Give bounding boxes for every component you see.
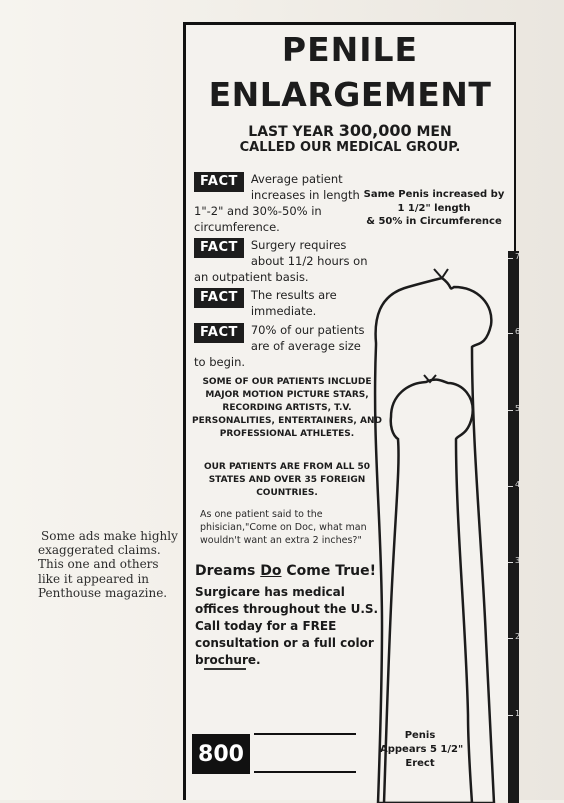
ruler-tick-label: 4 [515,480,521,489]
fact-text: The results are immediate. [250,288,337,318]
ruler-tick-mark [508,638,513,639]
ruler-tick-mark [508,333,513,334]
note-line: Erect [405,758,435,769]
sub-number: 300,000 [338,121,412,140]
phone-prefix-box [192,734,250,774]
caption-line: Penthouse magazine. [38,585,168,600]
sub-pre: LAST YEAR [248,124,339,140]
bottom-note [380,729,464,771]
patients-block-1: SOME OF OUR PATIENTS INCLUDE MAJOR MOTION PICTURE STARS, RECORDING ARTISTS, T.V. PERSONALITIES, ENTERTAINERS, AND PROFESSIONAL ATHLETES. [192,377,382,439]
dreams-tagline [195,563,376,579]
ruler-tick-mark [508,258,513,259]
side-caption [38,529,188,600]
dreams-pre: Dreams [195,563,261,579]
large-tip [434,269,448,278]
ruler-tick-label: 3 [515,556,521,565]
ruler-tick-label: 6 [515,327,521,336]
fact-text: Surgery requires about 11/2 hours on an outpatient basis. [194,238,368,284]
headline-line-2: ENLARGEMENT [208,75,492,114]
large-outline [375,278,494,803]
note-line: Same Penis increased by [363,189,505,200]
phone-line-top [254,733,356,735]
surgicare-text: Surgicare has medical offices throughout the U.S. Call today for a FREE consultation or a full color brochure. [195,585,379,667]
sub-post: MEN [411,124,452,140]
caption-line: exaggerated claims. [38,543,161,558]
patient-quote: As one patient said to the phisician,"Come on Doc, what man wouldn't want an extra 2 inches?" [200,509,367,546]
subheadline-line-2: CALLED OUR MEDICAL GROUP. [239,140,461,155]
fact-item [194,287,369,319]
fact-badge: FACT [194,323,244,343]
note-line: 1 1/2" length [397,202,471,214]
fact-item [194,171,369,235]
fact-badge: FACT [194,172,244,192]
fact-text: Average patient increases in length 1"-2" and 30%-50% in circumference. [194,172,360,234]
ruler-tick-mark [508,410,513,411]
fact-item [194,322,369,370]
fact-badge: FACT [194,238,244,258]
ruler-tick-mark [508,715,513,716]
ruler-tick-label: 1 [515,709,521,718]
divider [204,668,246,670]
patients-block-2: OUR PATIENTS ARE FROM ALL 50 STATES AND OVER 35 FOREIGN COUNTRIES. [203,462,371,498]
dreams-post: Come True! [281,563,377,579]
ruler-tick-mark [508,486,513,487]
note-line: Appears 5 1/2" [380,744,464,755]
illustration-note [354,188,514,229]
caption-line: like it appeared in [38,571,150,586]
dreams-do: Do [260,563,282,579]
subheadline-line-1 [186,121,514,140]
ruler-tick-mark [508,562,513,563]
advertisement [183,22,521,800]
ruler-tick-label: 7 [515,252,521,261]
phone-prefix: 800 [198,741,244,767]
fact-text: 70% of our patients are of average size to begin. [194,323,365,369]
headline-line-1: PENILE [281,30,419,69]
ruler-tick-label: 2 [515,632,521,641]
fact-badge: FACT [194,288,244,308]
caption-line: Some ads make highly [41,529,178,543]
note-line: & 50% in Circumference [366,216,502,227]
phone-line-bottom [254,771,356,773]
ruler-tick-label: 5 [515,404,521,413]
note-line: Penis [404,730,436,741]
caption-line: This one and others [38,557,159,572]
fact-item [194,237,369,285]
